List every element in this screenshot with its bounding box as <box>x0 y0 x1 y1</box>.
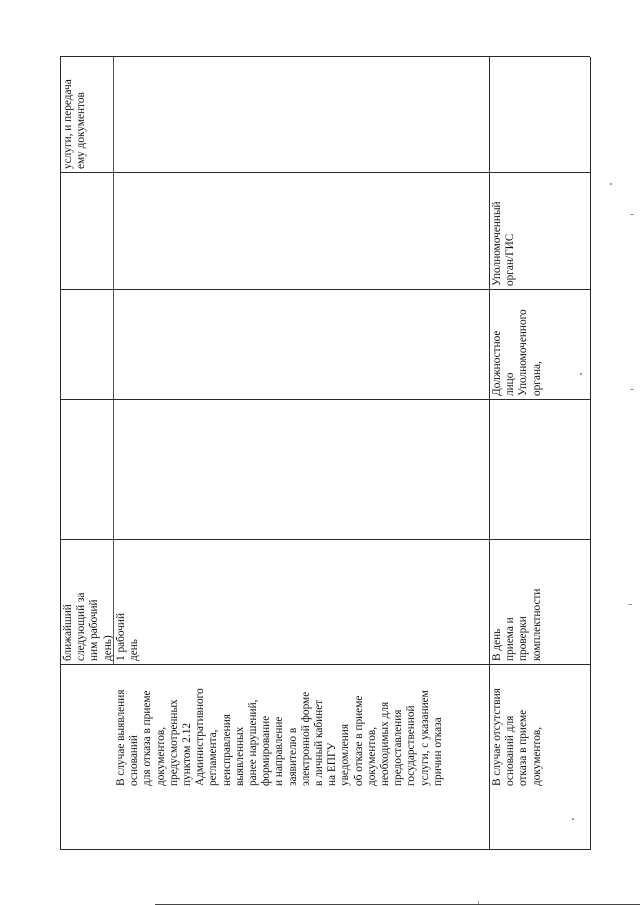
top-row-result-cell: услуги, и передача ему документов <box>62 79 88 169</box>
row-divider-1 <box>113 57 114 665</box>
table-border-top <box>60 57 61 850</box>
scan-margin-line <box>628 604 632 605</box>
scan-speck <box>610 183 612 185</box>
row-divider-2 <box>489 57 490 850</box>
absence-duration-cell: В день приема и проверки комплектности <box>491 588 543 661</box>
table-border-right <box>60 56 590 57</box>
column-divider-1 <box>60 664 590 665</box>
column-divider-5 <box>60 172 590 173</box>
scan-margin-line <box>630 214 634 215</box>
table-border-left <box>60 849 590 850</box>
column-divider-3 <box>60 399 590 400</box>
scan-speck <box>572 818 574 820</box>
table-border-bottom <box>590 57 591 850</box>
absence-official-cell: Должностное лицо Уполномоченного органа, <box>491 309 543 396</box>
refusal-condition-cell: В случае выявления оснований для отказа в приеме документов, предусмотренных пунктом 2.12 Административного регламента, неисправления выявленных ранее нарушений, формирование и направление заявителю в электронной форме в личный кабинет на ЕПГУ уведомления об отказе в приеме документов, необходимых для предоставления государственной услуги, с указанием причин отказа <box>115 688 444 786</box>
refusal-duration-cell: 1 рабочий день <box>115 612 141 661</box>
top-row-time-cell: ближайший следующий за ним рабочий день) <box>62 592 114 661</box>
absence-condition-cell: В случае отсутствия оснований для отказа в приеме документов, <box>491 688 543 786</box>
scan-margin-line <box>630 389 634 390</box>
absence-place-cell: Уполномоченный орган/ГИС <box>491 201 517 286</box>
column-divider-2 <box>60 539 590 540</box>
scan-speck <box>580 373 582 375</box>
column-divider-4 <box>60 289 590 290</box>
